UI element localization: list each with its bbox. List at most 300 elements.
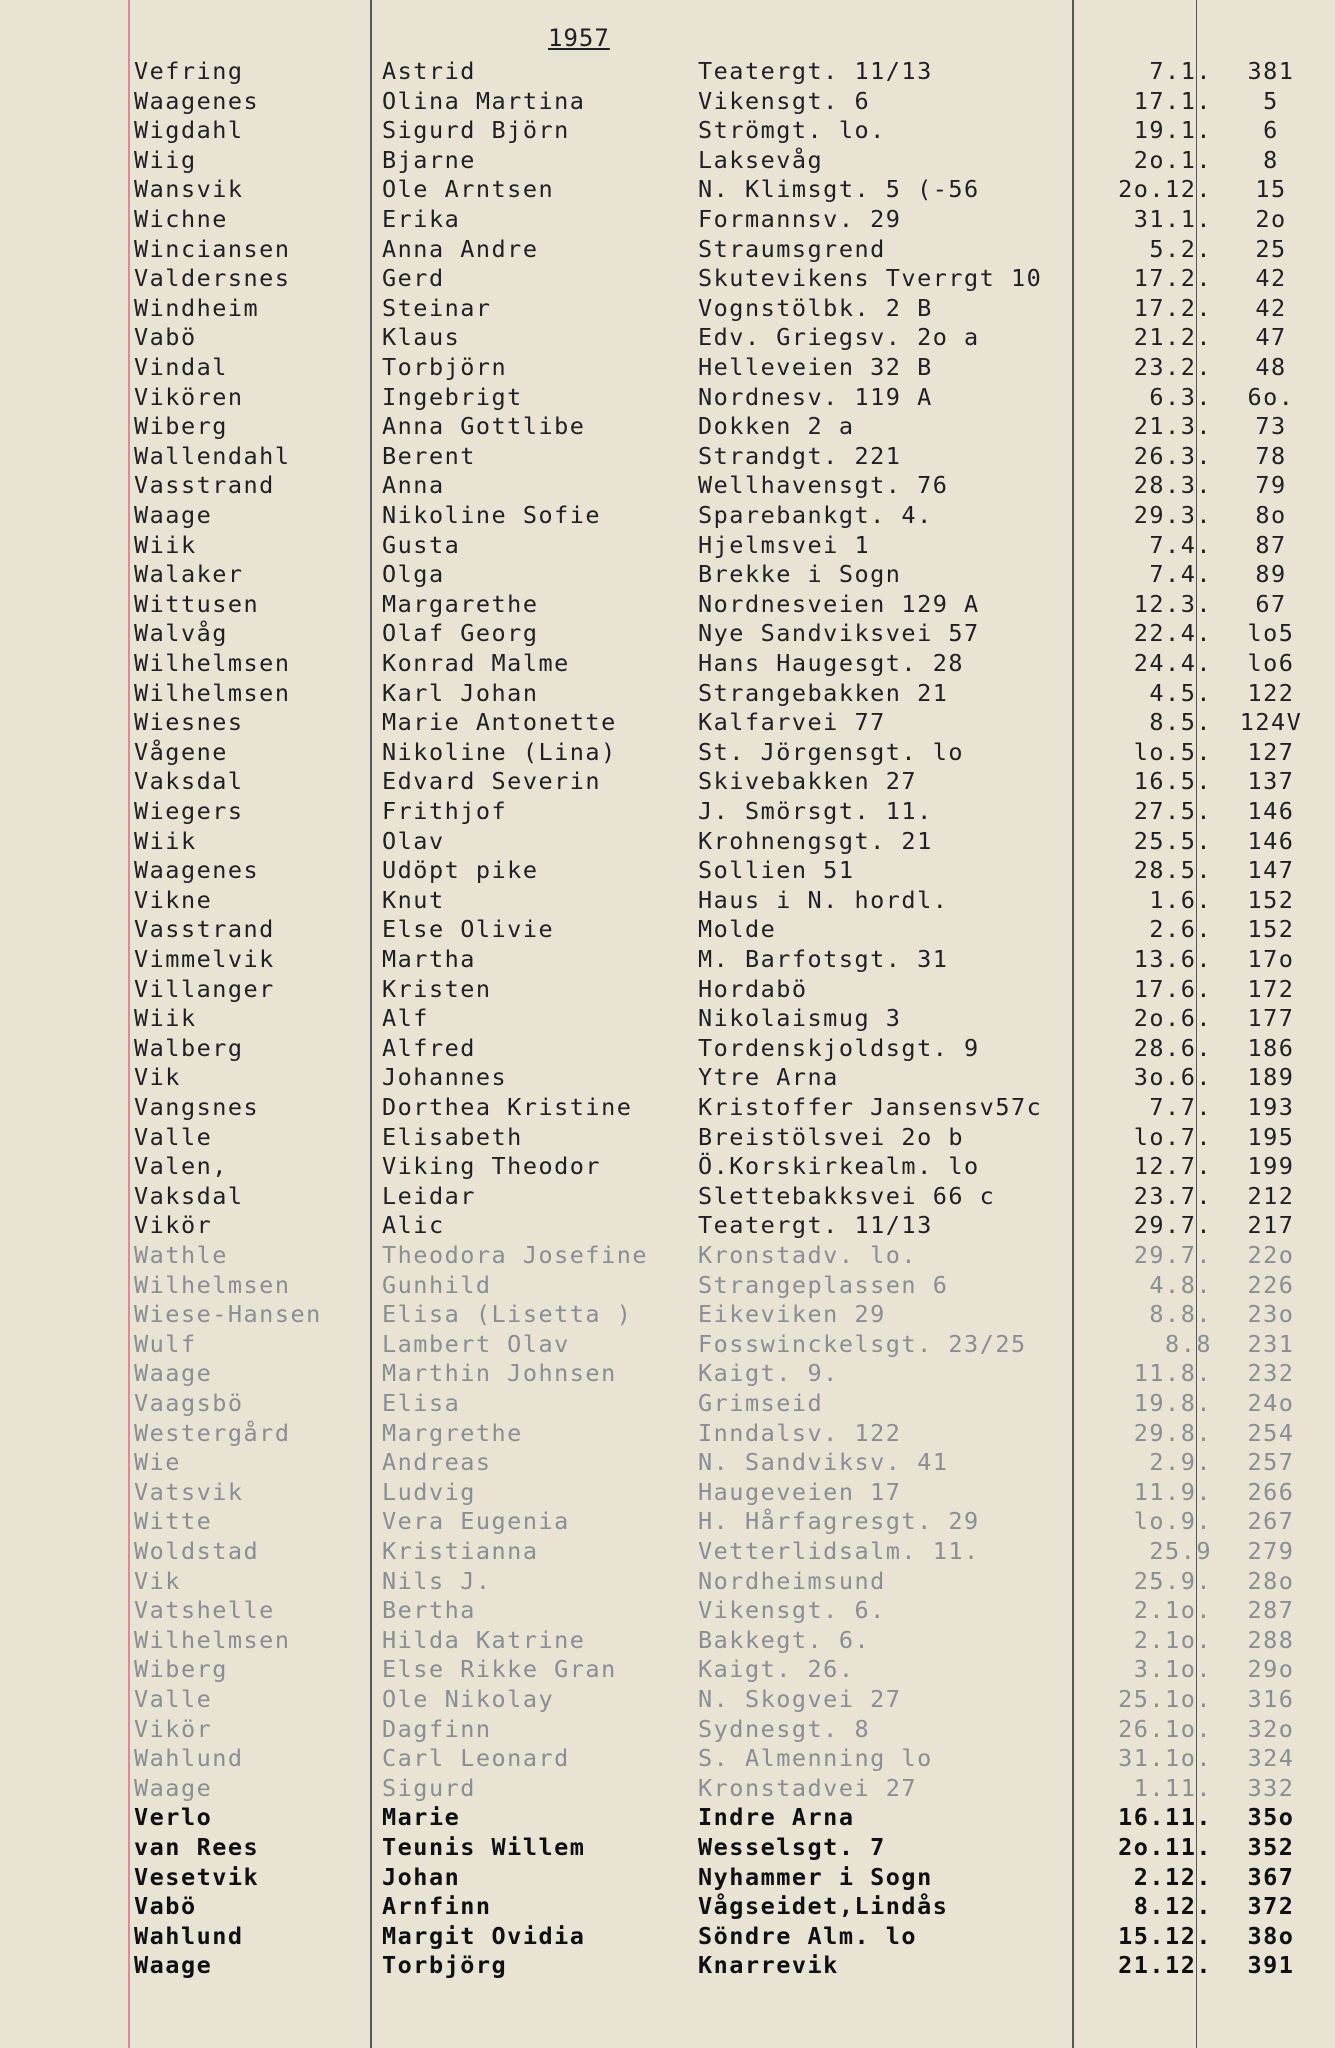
surname-cell: Walberg	[134, 1033, 244, 1062]
address-cell: Hordabö	[698, 974, 808, 1003]
given-cell: Nikoline Sofie	[382, 501, 602, 529]
date-cell: 17.2.	[1133, 293, 1212, 322]
table-row	[0, 1832, 1335, 1862]
num-cell: 288	[1247, 1625, 1295, 1654]
given-cell: Kristen	[382, 974, 492, 1003]
table-row	[0, 174, 1335, 204]
table-row	[0, 1950, 1335, 1980]
num-cell: 189	[1247, 1063, 1295, 1092]
address-cell: Sydnesgt. 8	[698, 1714, 871, 1743]
surname-cell: Waage	[134, 501, 213, 529]
table-row	[0, 559, 1335, 589]
address-cell: Fosswinckelsgt. 23/25	[698, 1329, 1027, 1358]
date-cell: 2.6.	[1149, 915, 1212, 944]
address-cell: Strömgt. lo.	[698, 116, 886, 145]
num-cell: 137	[1247, 767, 1295, 796]
given-cell: Leidar	[382, 1181, 476, 1210]
table-row	[0, 1418, 1335, 1448]
date-cell: 11.9.	[1133, 1477, 1212, 1506]
num-cell: 6	[1263, 116, 1279, 145]
date-cell: 1.11.	[1133, 1773, 1212, 1802]
given-cell: Edvard Severin	[382, 767, 602, 796]
num-cell: 352	[1247, 1833, 1295, 1861]
table-row	[0, 974, 1335, 1004]
num-cell: 172	[1247, 974, 1295, 1003]
num-cell: 199	[1247, 1152, 1295, 1181]
address-cell: N. Sandviksv. 41	[698, 1448, 949, 1477]
table-row	[0, 1595, 1335, 1625]
address-cell: Vetterlidsalm. 11.	[698, 1537, 980, 1565]
table-row	[0, 1536, 1335, 1566]
surname-cell: Wichne	[134, 205, 228, 233]
date-cell: 21.2.	[1133, 323, 1212, 352]
surname-cell: Vatsvik	[134, 1477, 244, 1506]
date-cell: 24.4.	[1133, 649, 1212, 677]
num-cell: 47	[1255, 323, 1287, 352]
year-heading: 1957	[548, 24, 610, 52]
surname-cell: Wansvik	[134, 175, 244, 204]
table-row	[0, 1388, 1335, 1418]
date-cell: 31.1o.	[1118, 1744, 1212, 1773]
given-cell: Andreas	[382, 1448, 492, 1477]
date-cell: 19.8.	[1133, 1389, 1212, 1417]
table-row	[0, 589, 1335, 619]
date-cell: 22.4.	[1133, 619, 1212, 648]
given-cell: Marie	[382, 1803, 461, 1832]
num-cell: 372	[1247, 1892, 1295, 1921]
table-row	[0, 1891, 1335, 1921]
surname-cell: Villanger	[134, 974, 275, 1003]
address-cell: Söndre Alm. lo	[698, 1921, 918, 1950]
given-cell: Karl Johan	[382, 678, 539, 707]
table-row	[0, 1743, 1335, 1773]
address-cell: Straumsgrend	[698, 234, 886, 263]
address-cell: Hans Haugesgt. 28	[698, 649, 965, 677]
surname-cell: van Rees	[134, 1833, 260, 1861]
address-cell: Nikolaismug 3	[698, 1004, 902, 1033]
num-cell: 29o	[1247, 1655, 1295, 1684]
given-cell: Erika	[382, 205, 461, 233]
surname-cell: Vimmelvik	[134, 945, 275, 973]
given-cell: Johan	[382, 1862, 461, 1891]
surname-cell: Vikne	[134, 885, 213, 914]
given-cell: Elisabeth	[382, 1122, 523, 1151]
num-cell: 152	[1247, 915, 1295, 944]
date-cell: 23.2.	[1133, 353, 1212, 381]
given-cell: Gusta	[382, 530, 461, 559]
address-cell: Bakkegt. 6.	[698, 1625, 871, 1654]
address-cell: J. Smörsgt. 11.	[698, 797, 933, 825]
num-cell: 79	[1255, 471, 1287, 500]
address-cell: Inndalsv. 122	[698, 1418, 902, 1447]
surname-cell: Wilhelmsen	[134, 1270, 291, 1299]
address-cell: Kronstadv. lo.	[698, 1241, 918, 1269]
given-cell: Arnfinn	[382, 1892, 492, 1921]
given-cell: Alic	[382, 1211, 445, 1240]
date-cell: 25.9.	[1133, 1566, 1212, 1595]
surname-cell: Wiik	[134, 826, 197, 855]
address-cell: Sollien 51	[698, 856, 855, 885]
table-row	[0, 234, 1335, 264]
num-cell: 193	[1247, 1093, 1295, 1121]
num-cell: 5	[1263, 86, 1279, 115]
given-cell: Olav	[382, 826, 445, 855]
surname-cell: Woldstad	[134, 1537, 260, 1565]
surname-cell: Wigdahl	[134, 116, 244, 145]
surname-cell: Witte	[134, 1507, 213, 1536]
given-cell: Ludvig	[382, 1477, 476, 1506]
surname-cell: Vaksdal	[134, 767, 244, 796]
num-cell: 226	[1247, 1270, 1295, 1299]
given-cell: Else Rikke Gran	[382, 1655, 617, 1684]
surname-cell: Waagenes	[134, 86, 260, 115]
date-cell: 8.8	[1165, 1329, 1212, 1358]
surname-cell: Wiberg	[134, 1655, 228, 1684]
date-cell: 23.7.	[1133, 1181, 1212, 1210]
table-row	[0, 1358, 1335, 1388]
table-row	[0, 382, 1335, 412]
table-row	[0, 352, 1335, 382]
given-cell: Elisa (Lisetta )	[382, 1300, 633, 1329]
num-cell: 332	[1247, 1773, 1295, 1802]
table-row	[0, 1151, 1335, 1181]
surname-cell: Waagenes	[134, 856, 260, 885]
surname-cell: Wiig	[134, 145, 197, 174]
date-cell: 31.1.	[1133, 205, 1212, 233]
date-cell: 26.1o.	[1118, 1714, 1212, 1743]
num-cell: 42	[1255, 264, 1287, 293]
given-cell: Dagfinn	[382, 1714, 492, 1743]
surname-cell: Wiese-Hansen	[134, 1300, 322, 1329]
date-cell: 19.1.	[1133, 116, 1212, 145]
given-cell: Elisa	[382, 1389, 461, 1417]
address-cell: Edv. Griegsv. 2o a	[698, 323, 980, 352]
surname-cell: Wilhelmsen	[134, 649, 291, 677]
surname-cell: Vasstrand	[134, 915, 275, 944]
surname-cell: Vabö	[134, 1892, 197, 1921]
table-row	[0, 1477, 1335, 1507]
date-cell: 21.3.	[1133, 412, 1212, 441]
table-row	[0, 678, 1335, 708]
surname-cell: Vefring	[134, 57, 244, 85]
address-cell: N. Skogvei 27	[698, 1685, 902, 1713]
table-row	[0, 293, 1335, 323]
surname-cell: Wathle	[134, 1241, 228, 1269]
date-cell: 7.7.	[1149, 1093, 1212, 1121]
table-row	[0, 1122, 1335, 1152]
given-cell: Udöpt pike	[382, 856, 539, 885]
address-cell: Skutevikens Tverrgt 10	[698, 264, 1043, 293]
address-cell: Strandgt. 221	[698, 441, 902, 470]
address-cell: Hjelmsvei 1	[698, 530, 871, 559]
given-cell: Martha	[382, 945, 476, 973]
surname-cell: Valle	[134, 1122, 213, 1151]
given-cell: Anna Andre	[382, 234, 539, 263]
num-cell: 15	[1255, 175, 1287, 204]
given-cell: Dorthea Kristine	[382, 1093, 633, 1121]
num-cell: 89	[1255, 560, 1287, 589]
surname-cell: Verlo	[134, 1803, 213, 1832]
num-cell: 324	[1247, 1744, 1295, 1773]
num-cell: 22o	[1247, 1241, 1295, 1269]
surname-cell: Vindal	[134, 353, 228, 381]
num-cell: 8o	[1255, 501, 1287, 529]
given-cell: Alfred	[382, 1033, 476, 1062]
table-row	[0, 1329, 1335, 1359]
num-cell: 78	[1255, 441, 1287, 470]
date-cell: 5.2.	[1149, 234, 1212, 263]
given-cell: Astrid	[382, 57, 476, 85]
address-cell: Haugeveien 17	[698, 1477, 902, 1506]
table-row	[0, 944, 1335, 974]
surname-cell: Vaksdal	[134, 1181, 244, 1210]
surname-cell: Vikör	[134, 1714, 213, 1743]
num-cell: lo6	[1247, 649, 1295, 677]
address-cell: Vikensgt. 6	[698, 86, 871, 115]
date-cell: 27.5.	[1133, 797, 1212, 825]
table-row	[0, 86, 1335, 116]
date-cell: 17.1.	[1133, 86, 1212, 115]
table-row	[0, 1299, 1335, 1329]
address-cell: Indre Arna	[698, 1803, 855, 1832]
given-cell: Else Olivie	[382, 915, 555, 944]
given-cell: Viking Theodor	[382, 1152, 602, 1181]
address-cell: Kalfarvei 77	[698, 708, 886, 737]
given-cell: Theodora Josefine	[382, 1241, 649, 1269]
num-cell: 6o.	[1247, 382, 1295, 411]
date-cell: 8.5.	[1149, 708, 1212, 737]
given-cell: Bertha	[382, 1596, 476, 1625]
table-row	[0, 1506, 1335, 1536]
given-cell: Nils J.	[382, 1566, 492, 1595]
surname-cell: Wilhelmsen	[134, 678, 291, 707]
surname-cell: Wiegers	[134, 797, 244, 825]
address-cell: Teatergt. 11/13	[698, 1211, 933, 1240]
num-cell: 8	[1263, 145, 1279, 174]
table-row	[0, 1092, 1335, 1122]
date-cell: 3o.6.	[1133, 1063, 1212, 1092]
num-cell: 266	[1247, 1477, 1295, 1506]
date-cell: 28.6.	[1133, 1033, 1212, 1062]
address-cell: Breistölsvei 2o b	[698, 1122, 965, 1151]
given-cell: Olaf Georg	[382, 619, 539, 648]
table-row	[0, 1210, 1335, 1240]
table-row	[0, 1566, 1335, 1596]
table-row	[0, 826, 1335, 856]
num-cell: 23o	[1247, 1300, 1295, 1329]
date-cell: 15.12.	[1118, 1921, 1212, 1950]
date-cell: 6.3.	[1149, 382, 1212, 411]
given-cell: Anna Gottlibe	[382, 412, 586, 441]
table-row	[0, 1802, 1335, 1832]
num-cell: lo5	[1247, 619, 1295, 648]
table-row	[0, 648, 1335, 678]
table-row	[0, 885, 1335, 915]
date-cell: 2.12.	[1133, 1862, 1212, 1891]
table-row	[0, 1921, 1335, 1951]
given-cell: Frithjof	[382, 797, 508, 825]
surname-cell: Vikören	[134, 382, 244, 411]
given-cell: Carl Leonard	[382, 1744, 570, 1773]
table-row	[0, 1862, 1335, 1892]
surname-cell: Vangsnes	[134, 1093, 260, 1121]
table-row	[0, 204, 1335, 234]
address-cell: Molde	[698, 915, 777, 944]
address-cell: Krohnengsgt. 21	[698, 826, 933, 855]
num-cell: 381	[1247, 57, 1295, 85]
num-cell: 87	[1255, 530, 1287, 559]
num-cell: 35o	[1247, 1803, 1295, 1832]
date-cell: 7.1.	[1149, 57, 1212, 85]
given-cell: Sigurd	[382, 1773, 476, 1802]
given-cell: Konrad Malme	[382, 649, 570, 677]
surname-cell: Valle	[134, 1685, 213, 1713]
num-cell: 124V	[1239, 708, 1303, 737]
given-cell: Gerd	[382, 264, 445, 293]
given-cell: Olga	[382, 560, 445, 589]
given-cell: Alf	[382, 1004, 429, 1033]
num-cell: 24o	[1247, 1389, 1295, 1417]
table-row	[0, 1447, 1335, 1477]
surname-cell: Winciansen	[134, 234, 291, 263]
date-cell: 29.3.	[1133, 501, 1212, 529]
address-cell: Kaigt. 26.	[698, 1655, 855, 1684]
address-cell: Vikensgt. 6.	[698, 1596, 886, 1625]
surname-cell: Waage	[134, 1359, 213, 1388]
num-cell: 177	[1247, 1004, 1295, 1033]
num-cell: 127	[1247, 737, 1295, 766]
surname-cell: Valen,	[134, 1152, 228, 1181]
date-cell: 21.12.	[1118, 1951, 1212, 1980]
date-cell: 28.3.	[1133, 471, 1212, 500]
address-cell: Eikeviken 29	[698, 1300, 886, 1329]
table-row	[0, 1773, 1335, 1803]
address-cell: St. Jörgensgt. lo	[698, 737, 965, 766]
address-cell: Grimseid	[698, 1389, 824, 1417]
given-cell: Ole Nikolay	[382, 1685, 555, 1713]
num-cell: 48	[1255, 353, 1287, 381]
num-cell: 67	[1255, 589, 1287, 618]
num-cell: 254	[1247, 1418, 1295, 1447]
address-cell: Haus i N. hordl.	[698, 885, 949, 914]
num-cell: 42	[1255, 293, 1287, 322]
surname-cell: Vik	[134, 1566, 181, 1595]
num-cell: 122	[1247, 678, 1295, 707]
given-cell: Sigurd Björn	[382, 116, 570, 145]
address-cell: Kaigt. 9.	[698, 1359, 839, 1388]
date-cell: 4.5.	[1149, 678, 1212, 707]
surname-cell: Vatshelle	[134, 1596, 275, 1625]
table-row	[0, 1240, 1335, 1270]
date-cell: 29.8.	[1133, 1418, 1212, 1447]
num-cell: 212	[1247, 1181, 1295, 1210]
surname-cell: Wallendahl	[134, 441, 291, 470]
surname-cell: Vabö	[134, 323, 197, 352]
surname-cell: Walaker	[134, 560, 244, 589]
given-cell: Lambert Olav	[382, 1329, 570, 1358]
given-cell: Gunhild	[382, 1270, 492, 1299]
date-cell: 2o.11.	[1118, 1833, 1212, 1861]
date-cell: 7.4.	[1149, 560, 1212, 589]
num-cell: 25	[1255, 234, 1287, 263]
table-row	[0, 470, 1335, 500]
address-cell: Nye Sandviksvei 57	[698, 619, 980, 648]
date-cell: 13.6.	[1133, 945, 1212, 973]
given-cell: Hilda Katrine	[382, 1625, 586, 1654]
address-cell: Nordheimsund	[698, 1566, 886, 1595]
surname-cell: Walvåg	[134, 619, 228, 648]
table-row	[0, 766, 1335, 796]
date-cell: 2o.6.	[1133, 1004, 1212, 1033]
date-cell: 26.3.	[1133, 441, 1212, 470]
given-cell: Anna	[382, 471, 445, 500]
date-cell: 17.2.	[1133, 264, 1212, 293]
address-cell: Nordnesv. 119 A	[698, 382, 933, 411]
address-cell: Vågseidet,Lindås	[698, 1892, 949, 1921]
address-cell: Brekke i Sogn	[698, 560, 902, 589]
address-cell: Skivebakken 27	[698, 767, 918, 796]
date-cell: 25.9	[1149, 1537, 1212, 1565]
date-cell: 1.6.	[1149, 885, 1212, 914]
address-cell: Ö.Korskirkealm. lo	[698, 1152, 980, 1181]
given-cell: Nikoline (Lina)	[382, 737, 617, 766]
given-cell: Teunis Willem	[382, 1833, 586, 1861]
date-cell: 16.5.	[1133, 767, 1212, 796]
table-row	[0, 441, 1335, 471]
table-row	[0, 855, 1335, 885]
table-row	[0, 1654, 1335, 1684]
given-cell: Ole Arntsen	[382, 175, 555, 204]
date-cell: lo.9.	[1133, 1507, 1212, 1536]
table-row	[0, 56, 1335, 86]
address-cell: Knarrevik	[698, 1951, 839, 1980]
given-cell: Berent	[382, 441, 476, 470]
address-cell: Helleveien 32 B	[698, 353, 933, 381]
num-cell: 232	[1247, 1359, 1295, 1388]
num-cell: 391	[1247, 1951, 1295, 1980]
date-cell: 29.7.	[1133, 1211, 1212, 1240]
given-cell: Margrethe	[382, 1418, 523, 1447]
surname-cell: Wiik	[134, 1004, 197, 1033]
given-cell: Johannes	[382, 1063, 508, 1092]
surname-cell: Waage	[134, 1773, 213, 1802]
table-row	[0, 914, 1335, 944]
num-cell: 279	[1247, 1537, 1295, 1565]
date-cell: 12.7.	[1133, 1152, 1212, 1181]
address-cell: Strangeplassen 6	[698, 1270, 949, 1299]
date-cell: 8.8.	[1149, 1300, 1212, 1329]
address-cell: Tordenskjoldsgt. 9	[698, 1033, 980, 1062]
table-row	[0, 145, 1335, 175]
address-cell: Teatergt. 11/13	[698, 57, 933, 85]
date-cell: 3.1o.	[1133, 1655, 1212, 1684]
given-cell: Olina Martina	[382, 86, 586, 115]
date-cell: 2.1o.	[1133, 1625, 1212, 1654]
num-cell: 146	[1247, 797, 1295, 825]
num-cell: 217	[1247, 1211, 1295, 1240]
num-cell: 195	[1247, 1122, 1295, 1151]
address-cell: Kristoffer Jansensv57c	[698, 1093, 1043, 1121]
num-cell: 17o	[1247, 945, 1295, 973]
given-cell: Margit Ovidia	[382, 1921, 586, 1950]
surname-cell: Vasstrand	[134, 471, 275, 500]
given-cell: Klaus	[382, 323, 461, 352]
table-row	[0, 1684, 1335, 1714]
num-cell: 73	[1255, 412, 1287, 441]
given-cell: Marie Antonette	[382, 708, 617, 737]
date-cell: lo.7.	[1133, 1122, 1212, 1151]
date-cell: 8.12.	[1133, 1892, 1212, 1921]
